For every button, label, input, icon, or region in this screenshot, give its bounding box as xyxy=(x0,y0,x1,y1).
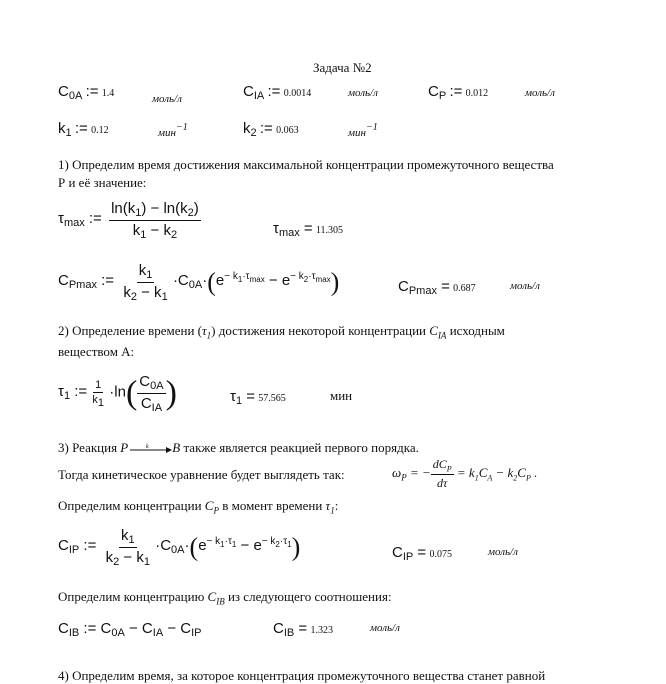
param-cp: $C_P$ := 0.012 xyxy=(428,83,489,102)
kinetic-equation: $\omega_P$ = − $\frac{dC_P}{d\tau}$ = $k_1C_A - k_2C_P$ . xyxy=(392,457,538,491)
param-c0a-unit: моль/л xyxy=(152,93,182,105)
param-cia-unit: моль/л xyxy=(348,87,378,99)
param-c0a: $C_{0A}$ := 1.4 xyxy=(58,83,115,102)
param-cp-unit: моль/л xyxy=(525,87,555,99)
tau1-formula: $\tau_1$ := $\frac{1}{k_1}$ ·ln( $\frac{C_{0A}}{C_{IA}}$ ) xyxy=(58,373,177,414)
step2-text2: веществом А: xyxy=(58,344,135,359)
step3-text2: Тогда кинетическое уравнение будет выглядеть так: xyxy=(58,467,345,482)
param-k1-unit: мин−1 xyxy=(158,122,188,139)
step4-text: 4) Определим время, за которое концентрация промежуточного вещества станет равной xyxy=(58,668,546,683)
svg-text:k: k xyxy=(146,444,149,451)
param-k2-unit: мин−1 xyxy=(348,122,378,139)
tau1-result: $\tau_1 = 57.565$ xyxy=(230,388,286,407)
param-k1: $k_1$ := 0.12 xyxy=(58,120,109,139)
cpmax-result: $C_{Pmax} = 0.687$ xyxy=(398,278,476,297)
step3-text4: Определим концентрацию $C_{IB}$ из следующего соотношения: xyxy=(58,589,392,607)
step2-text: 2) Определение времени $(\tau_1)$ достижения некоторой концентрации $C_{IA}$ исходным xyxy=(58,323,505,341)
cip-unit: моль/л xyxy=(488,546,518,558)
tau1-unit: мин xyxy=(330,388,353,403)
step1-text: 1) Определим время достижения максимальной концентрации промежуточного вещества xyxy=(58,157,554,172)
reaction-arrow-icon xyxy=(128,443,172,455)
page-title: Задача №2 xyxy=(313,60,372,75)
tau-max-formula: $\tau_{max}$ := $\frac{\ln(k_1) - \ln(k_2)}{k_1 - k_2}$ xyxy=(58,200,199,241)
cib-result: $C_{IB} = 1.323$ xyxy=(273,620,333,639)
tau-max-result: $\tau_{max} = 11.305$ xyxy=(273,220,344,239)
step3-text: 3) Реакция P k B также является реакцией первого порядка. xyxy=(58,440,419,455)
cpmax-formula: $C_{Pmax}$ := $\frac{k_1}{k_2 - k_1}$ $\cdot C_{0A}\cdot(e^{- k_1\cdot\tau_{max}} - e^{- k_2\cdot\tau_{max}})$ xyxy=(58,262,340,303)
cib-formula: $C_{IB}$ := $C_{0A} - C_{IA} - C_{IP}$ xyxy=(58,620,202,639)
cip-result: $C_{IP} = 0.075$ xyxy=(392,544,452,563)
cip-formula: $C_{IP}$ := $\frac{k_1}{k_2 - k_1}$ $\cdot C_{0A}\cdot(e^{- k_1\cdot\tau_1} - e^{- k_2\cdot\tau_1})$ xyxy=(58,527,301,568)
step1-text2: Р и её значение: xyxy=(58,175,147,190)
cib-unit: моль/л xyxy=(370,622,400,634)
step3-text3: Определим концентрации $C_P$ в момент времени $\tau_1$: xyxy=(58,498,339,516)
cpmax-unit: моль/л xyxy=(510,280,540,292)
param-cia: $C_{IA}$ := 0.0014 xyxy=(243,83,312,102)
param-k2: $k_2$ := 0.063 xyxy=(243,120,299,139)
